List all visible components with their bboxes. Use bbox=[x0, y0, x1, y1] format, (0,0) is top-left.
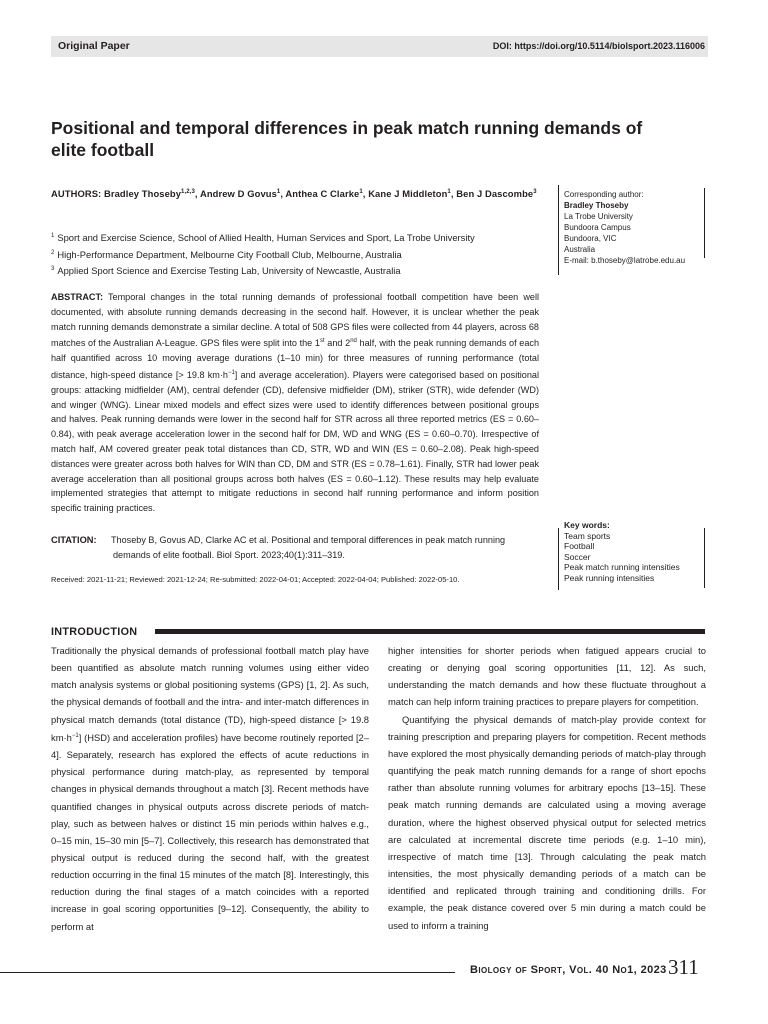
author-affil-sup: 1 bbox=[359, 189, 363, 195]
corresponding-line: La Trobe University bbox=[564, 212, 633, 221]
doi-link[interactable]: DOI: https://doi.org/10.5114/biolsport.2023.116006 bbox=[492, 41, 705, 51]
author-name: Anthea C Clarke bbox=[285, 188, 360, 200]
section-heading-introduction: INTRODUCTION bbox=[51, 626, 138, 638]
corresponding-label: Corresponding author: bbox=[564, 190, 644, 199]
keyword-item: Soccer bbox=[564, 551, 591, 562]
body-paragraph bbox=[51, 642, 369, 935]
affiliation-num: 3 bbox=[51, 266, 55, 273]
header-bar bbox=[51, 36, 708, 57]
body-text: Traditionally the physical demands of professional football match play have been quantified as absolute match running volumes using either video match analysis systems or global positioning systems (GPS) [1, 2]. As such, the physical demands of football and the intra- and inter-match differences in physical match demands (total distance (TD), high-speed distance [> 19.8 km·h bbox=[51, 645, 369, 743]
article-type: Original Paper bbox=[58, 40, 130, 52]
abstract-label: ABSTRACT: bbox=[51, 292, 104, 302]
author-name: Andrew D Govus bbox=[199, 188, 277, 200]
body-paragraph: higher intensities for shorter periods when fatigued appears crucial to creating or denying goal scoring opportunities [11, 12]. As such, understanding the match demands and how these fluctuate throughout a match can help inform training practices to prepare players for competition. bbox=[388, 645, 706, 708]
author-affil-sup: 1,2,3 bbox=[181, 189, 195, 195]
affiliation-num: 1 bbox=[51, 233, 55, 239]
abstract-text: ] and average acceleration). Players were categorised based on positional groups: attacking midfielder (AM), central defender (CD), defensive midfielder (DM), striker (STR), wide defender (WD) and winger (WNG). Linear mixed models and effect sizes were used to identify differences between positional groups and halves. Peak running demands were lower in the second half for STR across all three reported metrics (ES = 0.60–0.84), with peak average acceleration lower in the second half for DM, WD and WNG (ES = 0.60–0.70). Irrespective of match half, AM covered greater peak total distances than CD, STR, WD and WIN (ES = 0.60–2.08). Peak high-speed distances were greater across both halves for WIN than CD, DM and STR (ES = 0.78–1.61). Finally, STR had lower peak average acceleration than all positional groups across both halves (ES = 0.60–1.12). These results may help evaluate implemented strategies that attempt to mitigate reductions in second half running performance and inform position specific training practices. bbox=[51, 370, 539, 514]
abstract-text: half, with the peak running demands of each half quantified across 10 moving average durations (1–10 min) for three measures of running performance (total distance, high-speed distance [> 19.8 km·h bbox=[51, 338, 539, 381]
author-sep: , bbox=[362, 188, 369, 200]
body-column-left bbox=[51, 642, 369, 935]
corresponding-email[interactable]: E-mail: b.thoseby@latrobe.edu.au bbox=[564, 256, 686, 265]
abstract-text: Temporal changes in the total running demands of professional football competition have been well documented, with absolute running demands decreasing in the second half. However, it is unclear whether the peak match running demands demonstrate a similar decline. A total of 508 GPS files were collected from 44 players, across 68 matches of the Australian A-League. GPS files were split into the 1 bbox=[51, 292, 539, 349]
author-name: Bradley Thoseby bbox=[104, 188, 182, 200]
corresponding-author bbox=[564, 189, 704, 266]
keywords-label: Key words: bbox=[564, 520, 610, 530]
affiliation-num: 2 bbox=[51, 249, 55, 256]
author-affil-sup: 3 bbox=[533, 189, 537, 195]
affiliation-item bbox=[51, 246, 541, 263]
citation-label: CITATION: bbox=[51, 535, 97, 545]
keywords bbox=[564, 520, 704, 584]
sidebar-divider-bottom bbox=[558, 528, 559, 590]
corresponding-line: Bundoora, VIC bbox=[564, 234, 617, 243]
sidebar-bracket-top bbox=[704, 188, 705, 258]
affiliations bbox=[51, 229, 541, 279]
affiliation-text: High-Performance Department, Melbourne City Football Club, Melbourne, Australia bbox=[57, 248, 402, 260]
sidebar-divider-top bbox=[558, 185, 559, 275]
author-affil-sup: 1 bbox=[447, 189, 451, 195]
abstract-sup: st bbox=[319, 338, 325, 345]
footer-rule bbox=[0, 972, 455, 973]
abstract bbox=[51, 290, 539, 516]
sidebar-bracket-bottom bbox=[704, 528, 705, 588]
authors-label: AUTHORS: bbox=[51, 188, 102, 200]
affiliation-item bbox=[51, 229, 541, 246]
corresponding-name: Bradley Thoseby bbox=[564, 201, 629, 210]
section-rule bbox=[155, 629, 705, 634]
author-names bbox=[104, 188, 537, 199]
abstract-sup: −1 bbox=[227, 370, 235, 377]
author-sep: , bbox=[450, 188, 457, 200]
body-column-right bbox=[388, 642, 706, 934]
corresponding-line: Australia bbox=[564, 245, 596, 254]
abstract-sup: nd bbox=[350, 338, 357, 345]
journal-name: Biology of Sport, Vol. 40 No1, 2023 bbox=[470, 964, 667, 976]
citation-text: Thoseby B, Govus AD, Clarke AC et al. Positional and temporal differences in peak match running demands of elite football. Biol Sport. 2023;40(1):311–319. bbox=[111, 535, 506, 560]
page-number: 311 bbox=[668, 955, 699, 979]
received-dates: Received: 2021-11-21; Reviewed: 2021-12-24; Re-submitted: 2022-04-01; Accepted: 2022-04-04; Published: 2022-05-10. bbox=[51, 575, 460, 584]
author-sep: , bbox=[194, 188, 200, 200]
keyword-item: Peak match running intensities bbox=[564, 562, 680, 573]
authors-block bbox=[51, 184, 541, 202]
abstract-text: and 2 bbox=[324, 338, 351, 349]
affiliation-text: Sport and Exercise Science, School of Allied Health, Human Services and Sport, La Trobe University bbox=[57, 232, 475, 244]
corresponding-line: Bundoora Campus bbox=[564, 223, 631, 232]
affiliation-item bbox=[51, 262, 541, 279]
keyword-item: Peak running intensities bbox=[564, 572, 655, 583]
paper-title: Positional and temporal differences in peak match running demands of elite football bbox=[51, 118, 643, 160]
author-sep: , bbox=[280, 188, 286, 200]
keyword-item: Team sports bbox=[564, 530, 611, 541]
keyword-item: Football bbox=[564, 541, 595, 552]
author-name: Ben J Dascombe bbox=[456, 188, 534, 200]
affiliation-text: Applied Sport Science and Exercise Testing Lab, University of Newcastle, Australia bbox=[57, 265, 401, 277]
body-paragraph: Quantifying the physical demands of match-play provide context for training prescription and preparing players for competition. Recent methods have explored the most physically demanding periods of match-play through quantifying the peak match running demands for a range of short epochs rather than absolute running volumes for arbitrary epochs [13–15]. These peak match running demands are calculated using a moving average duration, where the highest observed physical output for selected metrics are calculated at incremental discrete time periods (e.g. 1–10 min), irrespective of match time [13]. Through calculating the peak match intensities, the most physically demanding periods of a match can be identified and replicated through training and conditioning drills. For example, the peak distance covered over 5 min during a match could be used to inform a training bbox=[388, 713, 706, 931]
citation bbox=[51, 533, 541, 562]
author-name: Kane J Middleton bbox=[368, 188, 448, 200]
author-affil-sup: 1 bbox=[276, 189, 281, 195]
body-text: ] (HSD) and acceleration profiles) have become routinely reported [2–4]. Separately, research has explored the effects of acute reductions in physical performance during match-play, as represented by temporal changes in physical demands throughout a match [3]. Recent methods have quantified changes in physical outputs across discrete periods of match-play, such as between halves or distinct 15 min periods within halves e.g., 0–15 min, 15–30 min [5–7]. Collectively, this research has demonstrated that physical output is reduced during the second half, with the greatest reduction occurring in the final 15 minutes of the match [8]. Interestingly, this reduction during the final stages of a match coincides with a reported increase in goal scoring opportunities [9–12]. Consequently, the ability to perform at bbox=[51, 731, 369, 932]
body-sup: −1 bbox=[71, 732, 79, 739]
